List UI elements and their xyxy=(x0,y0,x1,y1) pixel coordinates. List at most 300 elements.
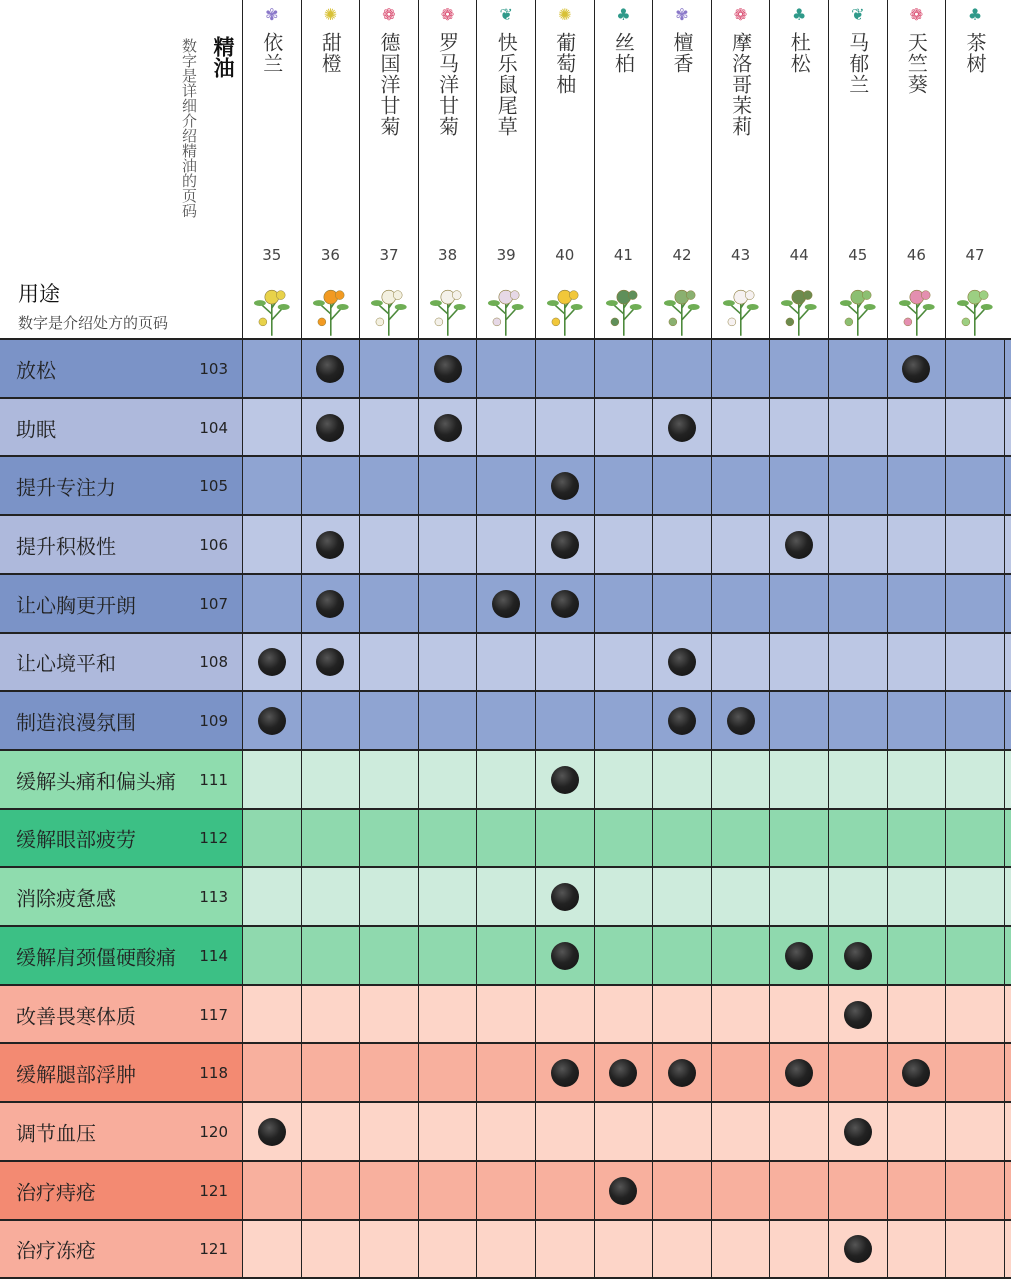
grid-cell xyxy=(242,927,301,985)
grid-cell xyxy=(242,399,301,457)
grid-cell xyxy=(594,575,653,633)
grid-cell xyxy=(242,868,301,926)
recommended-dot xyxy=(551,531,579,559)
usage-name: 提升积极性 xyxy=(16,534,116,559)
oil-name: 摩洛哥茉莉 xyxy=(728,32,753,137)
grid-cell xyxy=(301,575,360,633)
grid-cell xyxy=(476,457,535,515)
usage-row xyxy=(0,925,1011,985)
grid-cell xyxy=(594,1044,653,1102)
oil-name: 马郁兰 xyxy=(845,32,870,95)
grid-cell xyxy=(301,810,360,868)
plant-illustration xyxy=(364,282,414,336)
oil-page-number: 47 xyxy=(965,246,985,264)
recommended-dot xyxy=(727,707,755,735)
grid-cell xyxy=(652,457,711,515)
recommended-dot xyxy=(844,1235,872,1263)
oil-column-12 xyxy=(887,0,946,338)
grid-cell xyxy=(594,634,653,692)
recommended-dot xyxy=(316,531,344,559)
grid-cell xyxy=(594,1221,653,1279)
grid-cell xyxy=(359,927,418,985)
grid-edge xyxy=(1004,575,1008,633)
grid-cell xyxy=(594,810,653,868)
grid-edge xyxy=(1004,516,1008,574)
grid-edge xyxy=(1004,692,1008,750)
grid-cell xyxy=(652,1103,711,1161)
grid-edge xyxy=(1004,751,1008,809)
grid-edge xyxy=(1004,810,1008,868)
grid-cell xyxy=(945,457,1004,515)
grid-cell xyxy=(418,399,477,457)
grid-cell xyxy=(711,692,770,750)
grid-cell xyxy=(652,868,711,926)
recommended-dot xyxy=(844,1118,872,1146)
grid-cell xyxy=(476,1044,535,1102)
plant-illustration xyxy=(657,282,707,336)
grid-cell xyxy=(476,634,535,692)
grid-cell xyxy=(535,868,594,926)
grid-cell xyxy=(945,927,1004,985)
oil-name: 德国洋甘菊 xyxy=(376,32,401,137)
usage-row xyxy=(0,338,1011,398)
usage-label-cell xyxy=(0,516,242,574)
recommended-dot xyxy=(785,531,813,559)
grid-cell xyxy=(301,1162,360,1220)
grid-cell xyxy=(476,868,535,926)
oil-name: 快乐鼠尾草 xyxy=(494,32,519,137)
recommended-dot xyxy=(551,942,579,970)
grid-cell xyxy=(242,810,301,868)
usage-row xyxy=(0,573,1011,633)
usage-row xyxy=(0,1219,1011,1279)
grid-cell xyxy=(359,692,418,750)
grid-edge xyxy=(1004,1103,1008,1161)
grid-cell xyxy=(887,751,946,809)
grid-cell xyxy=(242,516,301,574)
grid-cell xyxy=(418,986,477,1044)
plant-illustration xyxy=(716,282,766,336)
grid-cell xyxy=(652,1162,711,1220)
grid-cell xyxy=(769,340,828,398)
grid-cell xyxy=(887,1162,946,1220)
usage-row xyxy=(0,866,1011,926)
grid-cell xyxy=(769,457,828,515)
grid-cell xyxy=(476,751,535,809)
grid-cell xyxy=(769,399,828,457)
recommended-dot xyxy=(902,1059,930,1087)
recommended-dot xyxy=(551,1059,579,1087)
recommended-dot xyxy=(492,590,520,618)
oil-name: 丝柏 xyxy=(611,32,636,74)
recommended-dot xyxy=(258,1118,286,1146)
oil-column-8 xyxy=(652,0,711,338)
grid-cell xyxy=(418,1221,477,1279)
usage-label-cell xyxy=(0,399,242,457)
usage-name: 改善畏寒体质 xyxy=(16,1004,136,1029)
usage-page-number: 121 xyxy=(199,1240,228,1259)
grid-cell xyxy=(476,340,535,398)
grid-cell xyxy=(711,986,770,1044)
usage-page-number: 111 xyxy=(199,770,228,789)
grid-cell xyxy=(301,634,360,692)
grid-cell xyxy=(828,810,887,868)
grid-cell xyxy=(711,1044,770,1102)
grid-cell xyxy=(711,810,770,868)
grid-cell xyxy=(769,516,828,574)
recommended-dot xyxy=(668,707,696,735)
grid-cell xyxy=(711,1221,770,1279)
usage-label-cell xyxy=(0,1103,242,1161)
plant-illustration xyxy=(774,282,824,336)
grid-cell xyxy=(359,1162,418,1220)
recommended-dot xyxy=(258,707,286,735)
oil-column-3 xyxy=(359,0,418,338)
grid-cell xyxy=(535,927,594,985)
usage-label-cell xyxy=(0,810,242,868)
grid-cell xyxy=(945,1044,1004,1102)
recommended-dot xyxy=(316,590,344,618)
oil-column-7 xyxy=(594,0,653,338)
grid-cell xyxy=(476,575,535,633)
usage-label-cell xyxy=(0,1044,242,1102)
tree-icon: ♣ xyxy=(967,5,983,24)
usage-row xyxy=(0,1042,1011,1102)
recommended-dot xyxy=(551,590,579,618)
usage-page-number: 104 xyxy=(199,418,228,437)
usage-name: 调节血压 xyxy=(16,1121,96,1146)
grid-cell xyxy=(887,1044,946,1102)
grid-cell xyxy=(652,810,711,868)
grid-cell xyxy=(359,575,418,633)
oil-column-9 xyxy=(711,0,770,338)
grid-cell xyxy=(535,340,594,398)
grid-cell xyxy=(242,457,301,515)
grid-cell xyxy=(887,986,946,1044)
grid-cell xyxy=(769,751,828,809)
oil-page-number: 42 xyxy=(672,246,692,264)
recommended-dot xyxy=(844,1001,872,1029)
recommended-dot xyxy=(609,1177,637,1205)
grid-edge xyxy=(1004,1162,1008,1220)
oil-page-number: 39 xyxy=(496,246,516,264)
grid-cell xyxy=(476,1103,535,1161)
grid-cell xyxy=(945,340,1004,398)
grid-cell xyxy=(945,692,1004,750)
usage-label-cell xyxy=(0,575,242,633)
grid-cell xyxy=(769,986,828,1044)
usage-name: 缓解肩颈僵硬酸痛 xyxy=(16,945,176,970)
grid-cell xyxy=(418,634,477,692)
leaf-icon: ❦ xyxy=(851,5,865,24)
grid-cell xyxy=(301,1221,360,1279)
grid-cell xyxy=(359,1221,418,1279)
grid-cell xyxy=(828,1221,887,1279)
oil-name: 葡萄柚 xyxy=(552,32,577,95)
grid-cell xyxy=(301,516,360,574)
grid-cell xyxy=(711,340,770,398)
grid-cell xyxy=(535,692,594,750)
grid-cell xyxy=(945,516,1004,574)
grid-cell xyxy=(594,692,653,750)
grid-cell xyxy=(418,575,477,633)
usage-page-number: 121 xyxy=(199,1181,228,1200)
oil-column-4 xyxy=(418,0,477,338)
grid-cell xyxy=(711,575,770,633)
grid-cell xyxy=(359,399,418,457)
grid-cell xyxy=(359,751,418,809)
grid-cell xyxy=(945,986,1004,1044)
grid-cell xyxy=(301,1103,360,1161)
grid-cell xyxy=(301,340,360,398)
grid-cell xyxy=(945,1103,1004,1161)
grid-cell xyxy=(945,634,1004,692)
grid-cell xyxy=(652,1044,711,1102)
grid-cell xyxy=(242,1103,301,1161)
grid-cell xyxy=(359,516,418,574)
grid-cell xyxy=(242,1162,301,1220)
grid-cell xyxy=(535,1044,594,1102)
grid-cell xyxy=(594,986,653,1044)
grid-cell xyxy=(242,692,301,750)
grid-cell xyxy=(359,457,418,515)
oil-column-10 xyxy=(769,0,828,338)
oil-column-13 xyxy=(945,0,1004,338)
grid-edge xyxy=(1004,868,1008,926)
tree-icon: ♣ xyxy=(616,5,631,24)
oil-page-number: 40 xyxy=(555,246,575,264)
grid-cell xyxy=(769,868,828,926)
usage-page-number: 105 xyxy=(199,477,228,496)
grid-cell xyxy=(828,399,887,457)
oil-page-number: 38 xyxy=(438,246,458,264)
grid-cell xyxy=(711,927,770,985)
grid-cell xyxy=(594,516,653,574)
oil-name: 甜橙 xyxy=(318,32,343,74)
recommended-dot xyxy=(551,472,579,500)
grid-edge xyxy=(1004,634,1008,692)
grid-cell xyxy=(535,810,594,868)
grid-cell xyxy=(828,516,887,574)
usage-page-number: 113 xyxy=(199,888,228,907)
usage-name: 缓解头痛和偏头痛 xyxy=(16,769,176,794)
rose-icon: ❁ xyxy=(733,5,748,24)
grid-cell xyxy=(535,457,594,515)
grid-cell xyxy=(418,516,477,574)
grid-cell xyxy=(945,1221,1004,1279)
grid-cell xyxy=(887,634,946,692)
butterfly-icon: ✾ xyxy=(675,5,689,24)
grid-cell xyxy=(828,751,887,809)
plant-illustration xyxy=(247,282,297,336)
grid-cell xyxy=(652,751,711,809)
usage-row xyxy=(0,984,1011,1044)
grid-cell xyxy=(301,868,360,926)
plant-illustration xyxy=(833,282,883,336)
grid-cell xyxy=(769,927,828,985)
usage-label-cell xyxy=(0,751,242,809)
grid-cell xyxy=(945,810,1004,868)
grid-cell xyxy=(535,1162,594,1220)
recommended-dot xyxy=(844,942,872,970)
recommended-dot xyxy=(785,942,813,970)
grid-cell xyxy=(476,1221,535,1279)
usage-page-number: 117 xyxy=(199,1005,228,1024)
grid-cell xyxy=(711,634,770,692)
recommended-dot xyxy=(316,414,344,442)
grid-cell xyxy=(418,751,477,809)
usage-label-cell xyxy=(0,1162,242,1220)
usage-page-number: 114 xyxy=(199,946,228,965)
oils-title: 精油 xyxy=(211,36,235,78)
oil-page-number: 36 xyxy=(320,246,340,264)
grid-cell xyxy=(535,399,594,457)
recommended-dot xyxy=(668,414,696,442)
usage-row xyxy=(0,690,1011,750)
rose-icon: ❁ xyxy=(909,5,924,24)
oil-name: 天竺葵 xyxy=(904,32,929,95)
grid-cell xyxy=(301,457,360,515)
oil-page-number: 43 xyxy=(731,246,751,264)
grid-cell xyxy=(301,399,360,457)
recommended-dot xyxy=(258,648,286,676)
usage-row xyxy=(0,455,1011,515)
grid-cell xyxy=(418,1044,477,1102)
recommended-dot xyxy=(316,355,344,383)
grid-cell xyxy=(887,1103,946,1161)
grid-cell xyxy=(594,927,653,985)
grid-cell xyxy=(359,634,418,692)
oil-name: 茶树 xyxy=(962,32,987,74)
grid-cell xyxy=(711,1103,770,1161)
grid-cell xyxy=(535,751,594,809)
usage-name: 制造浪漫氛围 xyxy=(16,710,136,735)
usage-row xyxy=(0,1160,1011,1220)
usage-label-cell xyxy=(0,986,242,1044)
grid-cell xyxy=(711,399,770,457)
grid-cell xyxy=(828,1162,887,1220)
grid-cell xyxy=(594,868,653,926)
grid-cell xyxy=(594,399,653,457)
recommended-dot xyxy=(434,414,462,442)
usage-page-number: 107 xyxy=(199,594,228,613)
usage-row xyxy=(0,514,1011,574)
usage-page-number: 108 xyxy=(199,653,228,672)
grid-cell xyxy=(476,810,535,868)
oil-page-number: 37 xyxy=(379,246,399,264)
butterfly-icon: ✾ xyxy=(265,5,279,24)
grid-cell xyxy=(711,751,770,809)
usage-label-cell xyxy=(0,692,242,750)
usage-name: 让心境平和 xyxy=(16,651,116,676)
plant-illustration xyxy=(481,282,531,336)
grid-cell xyxy=(887,1221,946,1279)
grid-cell xyxy=(359,986,418,1044)
grid-cell xyxy=(945,575,1004,633)
leaf-icon: ❦ xyxy=(499,5,513,24)
oil-page-number: 41 xyxy=(613,246,633,264)
grid-cell xyxy=(828,927,887,985)
grid-cell xyxy=(828,340,887,398)
grid-cell xyxy=(242,340,301,398)
grid-cell xyxy=(359,340,418,398)
usage-page-number: 120 xyxy=(199,1122,228,1141)
rose-icon: ❁ xyxy=(382,5,396,24)
oil-column-2 xyxy=(301,0,360,338)
grid-cell xyxy=(418,1162,477,1220)
plant-illustration xyxy=(306,282,356,336)
oil-page-number: 35 xyxy=(262,246,282,264)
grid-cell xyxy=(476,927,535,985)
oil-name: 罗马洋甘菊 xyxy=(435,32,460,137)
usage-name: 缓解腿部浮肿 xyxy=(16,1062,136,1087)
recommended-dot xyxy=(785,1059,813,1087)
grid-cell xyxy=(769,575,828,633)
recommended-dot xyxy=(434,355,462,383)
grid-cell xyxy=(652,692,711,750)
grid-cell xyxy=(711,457,770,515)
oil-column-6 xyxy=(535,0,594,338)
usage-name: 让心胸更开朗 xyxy=(16,593,136,618)
oil-name: 檀香 xyxy=(669,32,694,74)
usage-label-cell xyxy=(0,1221,242,1279)
grid-cell xyxy=(887,340,946,398)
grid-cell xyxy=(828,1044,887,1102)
usage-label-cell xyxy=(0,340,242,398)
grid-cell xyxy=(828,868,887,926)
grid-cell xyxy=(945,1162,1004,1220)
grid-cell xyxy=(828,986,887,1044)
grid-cell xyxy=(418,457,477,515)
recommended-dot xyxy=(668,648,696,676)
grid-edge xyxy=(1004,1044,1008,1102)
grid-cell xyxy=(359,1044,418,1102)
oil-name: 杜松 xyxy=(787,32,812,74)
grid-cell xyxy=(418,810,477,868)
tree-icon: ♣ xyxy=(792,5,807,24)
usage-name: 助眠 xyxy=(16,417,56,442)
grid-cell xyxy=(652,634,711,692)
grid-cell xyxy=(769,1221,828,1279)
grid-cell xyxy=(535,575,594,633)
grid-cell xyxy=(476,692,535,750)
grid-cell xyxy=(652,575,711,633)
oils-note: 数字是详细介绍精油的页码 xyxy=(180,38,198,218)
oil-column-1 xyxy=(242,0,301,338)
usage-page-number: 118 xyxy=(199,1064,228,1083)
oil-name: 依兰 xyxy=(259,32,284,74)
grid-cell xyxy=(418,340,477,398)
grid-cell xyxy=(828,575,887,633)
grid-cell xyxy=(594,340,653,398)
grid-cell xyxy=(769,1162,828,1220)
grid-cell xyxy=(535,1103,594,1161)
plant-illustration xyxy=(599,282,649,336)
grid-cell xyxy=(242,751,301,809)
grid-cell xyxy=(887,457,946,515)
grid-cell xyxy=(769,1044,828,1102)
usage-row xyxy=(0,749,1011,809)
usage-name: 治疗冻疮 xyxy=(16,1238,96,1263)
sun-flower-icon: ✺ xyxy=(558,5,572,24)
grid-cell xyxy=(828,634,887,692)
recommended-dot xyxy=(551,766,579,794)
grid-cell xyxy=(769,692,828,750)
grid-cell xyxy=(887,516,946,574)
plant-illustration xyxy=(540,282,590,336)
plant-illustration xyxy=(950,282,1000,336)
oil-page-number: 44 xyxy=(789,246,809,264)
